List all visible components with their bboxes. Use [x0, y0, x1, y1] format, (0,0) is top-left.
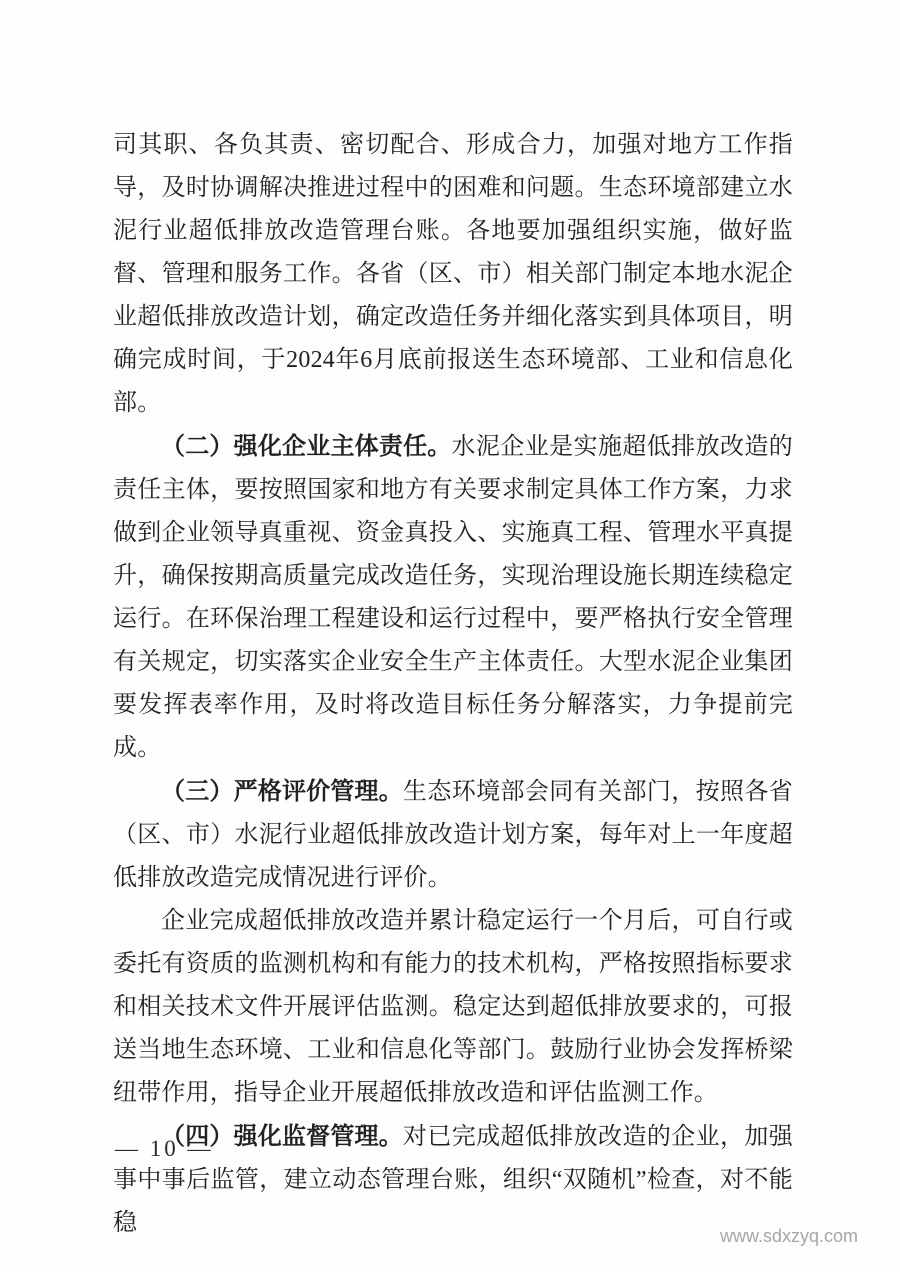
- paragraph-assessment: [113, 900, 793, 1115]
- paragraph-section-3: [113, 770, 793, 900]
- paragraph-text: 生态环境部会同有关部门，按照各省（区、市）水泥行业超低排放改造计划方案，每年对上一年度超低排放改造完成情况进行评价。: [113, 779, 793, 891]
- section-heading: （三）严格评价管理。: [161, 778, 403, 805]
- paragraph-text: 司其职、各负其责、密切配合、形成合力，加强对地方工作指导，及时协调解决推进过程中的困难和问题。生态环境部建立水泥行业超低排放改造管理台账。各地要加强组织实施，做好监督、管理和服务工作。各省（区、市）相关部门制定本地水泥企业超低排放改造计划，确定改造任务并细化落实到具体项目，明确完成时间，于2024年6月底前报送生态环境部、工业和信息化部。: [113, 132, 793, 416]
- section-heading: （二）强化企业主体责任。: [161, 433, 452, 460]
- document-body: [113, 124, 793, 1245]
- paragraph-text: 对已完成超低排放改造的企业，加强事中事后监管，建立动态管理台账，组织“双随机”检查，对不能稳: [113, 1124, 793, 1236]
- paragraph-text: 水泥企业是实施超低排放改造的责任主体，要按照国家和地方有关要求制定具体工作方案，力求做到企业领导真重视、资金真投入、实施真工程、管理水平真提升，确保按期高质量完成改造任务，实现治理设施长期连续稳定运行。在环保治理工程建设和运行过程中，要严格执行安全管理有关规定，切实落实企业安全生产主体责任。大型水泥企业集团要发挥表率作用，及时将改造目标任务分解落实，力争提前完成。: [113, 434, 793, 761]
- watermark-url: www.sdxzyq.com: [719, 1226, 858, 1246]
- paragraph-section-4: [113, 1115, 793, 1245]
- paragraph-section-2: [113, 425, 793, 770]
- page-number: — 10 —: [115, 1136, 214, 1161]
- paragraph-text: 企业完成超低排放改造并累计稳定运行一个月后，可自行或委托有资质的监测机构和有能力的技术机构，严格按照指标要求和相关技术文件开展评估监测。稳定达到超低排放要求的，可报送当地生态环境、工业和信息化等部门。鼓励行业协会发挥桥梁纽带作用，指导企业开展超低排放改造和评估监测工作。: [113, 908, 793, 1106]
- paragraph-continuation: [113, 124, 793, 425]
- section-heading: （四）强化监督管理。: [161, 1123, 403, 1150]
